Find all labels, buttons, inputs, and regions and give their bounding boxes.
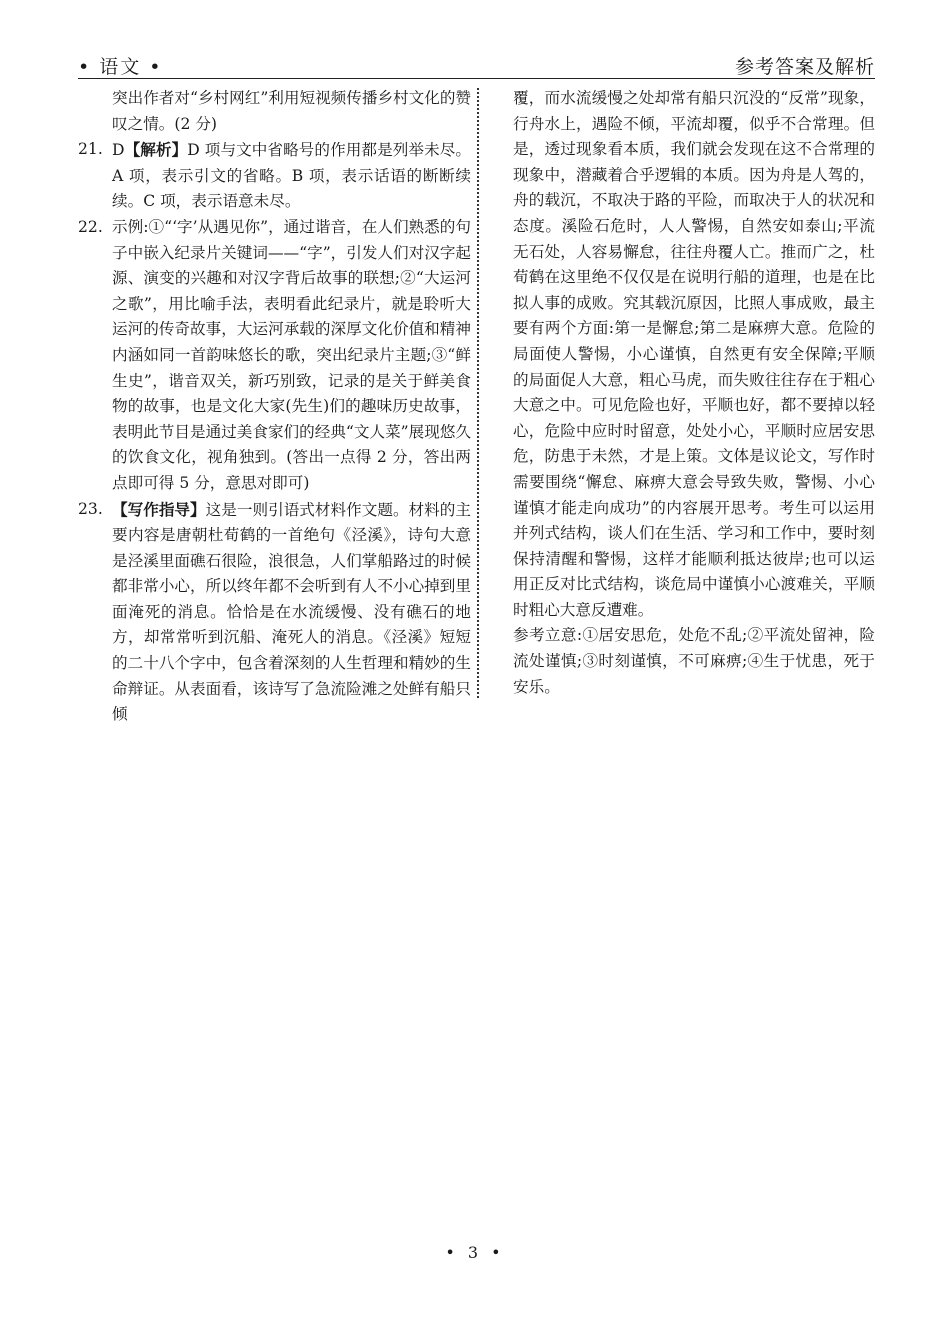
left-column bbox=[78, 86, 471, 728]
previous-answer-continuation: 突出作者对“乡村网红”利用短视频传播乡村文化的赞叹之情。(2 分) bbox=[112, 89, 472, 133]
question-number: 21. bbox=[78, 140, 103, 159]
answer-text: 这是一则引语式材料作文题。材料的主要内容是唐朝杜荀鹤的一首绝句《泾溪》，诗句大意是泾溪里面礁石很险，浪很急，人们掌船路过的时候都非常小心，所以终年都不会听到有人不小心掉到里面淹死的消息。恰恰是在水流缓慢、没有礁石的地方，却常常听到沉船、淹死人的消息。《泾溪》短短的二十八个字中，包含着深刻的人生哲理和精妙的生命辩证。从表面看，该诗写了急流险滩之处鲜有船只倾 bbox=[112, 500, 471, 724]
reference-ideas: 参考立意:①居安思危，处危不乱;②平流处留神，险流处谨慎;③时刻谨慎，不可麻痹;④生于忧患，死于安乐。 bbox=[513, 626, 875, 696]
question-number: 23. bbox=[78, 499, 103, 518]
right-column bbox=[513, 86, 875, 700]
page-header bbox=[78, 52, 875, 79]
answer-text: 示例:①“‘字’从遇见你”，通过谐音，在人们熟悉的句子中嵌入纪录片关键词——“字”，引发人们对汉字起源、演变的兴趣和对汉字背后故事的联想;②“大运河之歌”，用比喻手法，表明看此纪录片，就是聆听大运河的传奇故事，大运河承载的深厚文化价值和精神内涵如同一首韵味悠长的歌，突出纪录片主题;③“鲜生史”，谐音双关，新巧别致，记录的是关于鲜美食物的故事，也是文化大家(先生)们的趣味历史故事，表明此节目是通过美食家们的经典“文人菜”展现悠久的饮食文化，视角独到。(答出一点得 2 分，答出两点即可得 5 分，意思对即可) bbox=[112, 217, 472, 492]
page-number: • 3 • bbox=[445, 1243, 505, 1262]
answer-text: D 项与文中省略号的作用都是列举未尽。A 项，表示引文的省略。B 项，表示话语的断断续续。C 项，表示语意未尽。 bbox=[112, 141, 471, 211]
analysis-tag: 【解析】 bbox=[124, 140, 188, 160]
answer-letter: D bbox=[112, 141, 125, 160]
writing-guide-tag: 【写作指导】 bbox=[112, 499, 206, 519]
question-23 bbox=[78, 497, 471, 728]
question-22 bbox=[78, 215, 471, 497]
subject-label: • 语文 • bbox=[78, 56, 163, 78]
question-number: 22. bbox=[78, 217, 103, 236]
column-divider bbox=[477, 88, 479, 698]
question-23-continuation: 覆，而水流缓慢之处却常有船只沉没的“反常”现象，行舟水上，遇险不倾，平流却覆，似乎不合常理。但是，透过现象看本质，我们就会发现在这不合常理的现象中，潜藏着合乎逻辑的本质。因为舟是人驾的，舟的载沉，不取决于路的平险，而取决于人的状况和态度。溪险石危时，人人警惕，自然安如泰山;平流无石处，人容易懈怠，往往舟覆人亡。推而广之，杜荀鹤在这里绝不仅仅是在说明行船的道理，也是在比拟人事的成败。究其载沉原因，比照人事成败，最主要有两个方面:第一是懈怠;第二是麻痹大意。危险的局面使人警惕，小心谨慎，自然更有安全保障;平顺的局面促人大意，粗心马虎，而失败往往存在于粗心大意之中。可见危险也好，平顺也好，都不要掉以轻心，危险中应时时留意，处处小心，平顺时应居安思危，防患于未然，才是上策。文体是议论文，写作时需要围绕“懈怠、麻痹大意会导致失败，警惕、小心谨慎才能走向成功”的内容展开思考。考生可以运用并列式结构，谈人们在生活、学习和工作中，要时刻保持清醒和警惕，这样才能顺利抵达彼岸;也可以运用正反对比式结构，谈危局中谨慎小心渡难关，平顺时粗心大意反遭难。 bbox=[513, 89, 875, 619]
question-21 bbox=[78, 137, 471, 215]
section-title: 参考答案及解析 bbox=[734, 56, 875, 78]
